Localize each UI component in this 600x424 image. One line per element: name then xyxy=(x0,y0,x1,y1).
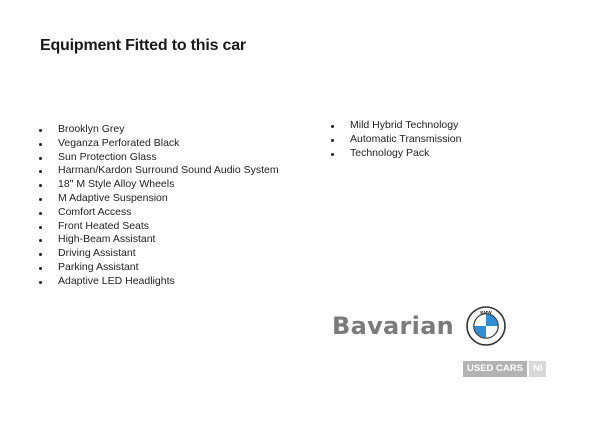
list-item: Brooklyn Grey xyxy=(37,123,279,137)
list-item: Front Heated Seats xyxy=(37,220,279,234)
list-item: Technology Pack xyxy=(329,147,461,161)
bmw-roundel-icon xyxy=(466,306,506,346)
list-item: Comfort Access xyxy=(37,206,279,220)
dealer-name: Bavarian xyxy=(332,312,455,340)
equipment-list-right xyxy=(329,119,461,160)
list-item: Sun Protection Glass xyxy=(37,151,279,165)
list-item: Adaptive LED Headlights xyxy=(37,275,279,289)
used-cars-badge xyxy=(463,361,546,377)
dealer-logo xyxy=(332,306,506,346)
page-title: Equipment Fitted to this car xyxy=(40,37,246,54)
list-item: 18" M Style Alloy Wheels xyxy=(37,178,279,192)
list-item: Harman/Kardon Surround Sound Audio System xyxy=(37,164,279,178)
list-item: Automatic Transmission xyxy=(329,133,461,147)
list-item: Parking Assistant xyxy=(37,261,279,275)
list-item: Mild Hybrid Technology xyxy=(329,119,461,133)
equipment-list-left xyxy=(37,123,279,289)
list-item: Driving Assistant xyxy=(37,247,279,261)
list-item: High-Beam Assistant xyxy=(37,233,279,247)
bmw-letters: BMW xyxy=(480,310,492,316)
list-item: Veganza Perforated Black xyxy=(37,137,279,151)
badge-suffix: NI xyxy=(529,361,547,377)
badge-label: USED CARS xyxy=(463,361,527,377)
list-item: M Adaptive Suspension xyxy=(37,192,279,206)
